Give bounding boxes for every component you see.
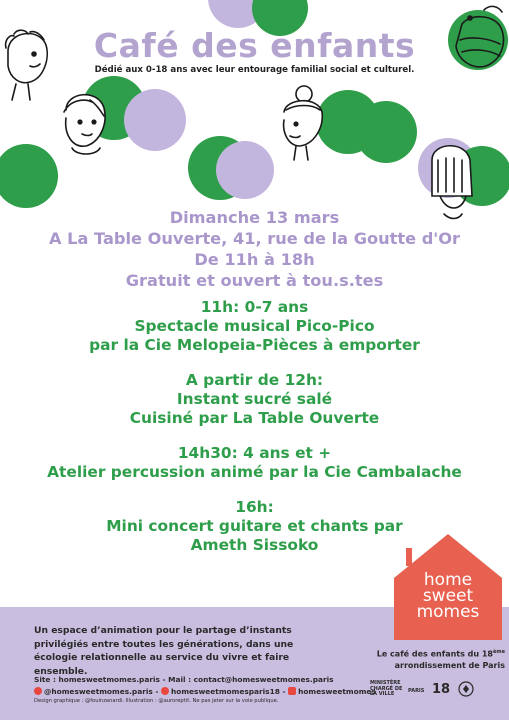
program-line: Instant sucré salé (176, 390, 333, 408)
program-line: par la Cie Melopeia-Pièces à emporter (89, 336, 420, 354)
program-line: A partir de 12h: (185, 371, 324, 389)
caption-line: Le café des enfants du 18 (376, 649, 493, 659)
page-title: Café des enfants (93, 26, 416, 65)
brand-line: home (423, 570, 473, 590)
brand-caption (360, 647, 505, 671)
program-line: Mini concert guitare et chants par (106, 517, 403, 535)
event-date: Dimanche 13 mars (169, 208, 340, 227)
caption-line: arrondissement de Paris (394, 660, 505, 670)
program-item (0, 298, 509, 355)
site-line[interactable]: Site : homesweetmomes.paris - Mail : contact@homesweetmomes.paris (34, 675, 334, 684)
event-info (0, 207, 509, 291)
facebook-handle[interactable]: homesweetmomesparis18 (171, 686, 280, 696)
child-face-drawing (64, 95, 105, 154)
green-circle (355, 101, 417, 163)
program-item (0, 444, 509, 482)
paris-logo: PARIS (408, 688, 425, 694)
caption-sup: ème (493, 649, 505, 655)
ministere-logo: MINISTÈRE CHARGÉ DE LA VILLE (370, 680, 403, 697)
footer-intro: Un espace d’animation pour le partage d’instants privilégiés entre toutes les générations, dans une écologie relationnelle au service du vivre et faire ensemble. (34, 625, 294, 677)
brand-logo-text (392, 572, 504, 620)
emblem-icon (458, 681, 474, 699)
brand-line: momes (416, 602, 480, 622)
program-line: Ameth Sissoko (190, 536, 319, 554)
facebook-icon (161, 687, 169, 695)
twitter-icon (34, 687, 42, 695)
page-subtitle: Dédié aux 0-18 ans avec leur entourage familial social et culturel. (94, 65, 415, 75)
separator: - (279, 686, 289, 696)
event-hours: De 11h à 18h (194, 250, 315, 269)
program-line: 11h: 0-7 ans (200, 298, 309, 316)
arrondissement-logo: 18 (432, 682, 451, 697)
program-line: Atelier percussion animé par la Cie Cambalache (47, 463, 462, 481)
purple-circle (216, 141, 274, 199)
twitter-handle[interactable]: @homesweetmomes.paris (44, 686, 153, 696)
program-line: 14h30: 4 ans et + (177, 444, 332, 462)
child-face-drawing (284, 86, 323, 160)
instagram-handle[interactable]: homesweetmomes (298, 686, 376, 696)
partner-logos (370, 681, 505, 703)
event-place: A La Table Ouverte, 41, rue de la Goutte d'Or (48, 229, 461, 248)
footer-contacts (34, 674, 376, 706)
separator: - (152, 686, 161, 696)
credits: Design graphique : @fouinzanardi. Illustration : @auroreptit. Ne pas jeter sur la voie publique. (34, 698, 279, 704)
purple-circle (124, 89, 186, 151)
event-price: Gratuit et ouvert à tou.s.tes (125, 271, 384, 290)
social-row (34, 686, 376, 698)
program-line: Cuisiné par La Table Ouverte (129, 409, 380, 427)
program-line: 16h: (235, 498, 274, 516)
brand-line: sweet (422, 586, 474, 606)
instagram-icon (288, 687, 296, 695)
program-item (0, 371, 509, 428)
program-line: Spectacle musical Pico-Pico (134, 317, 375, 335)
green-circle (0, 144, 58, 208)
